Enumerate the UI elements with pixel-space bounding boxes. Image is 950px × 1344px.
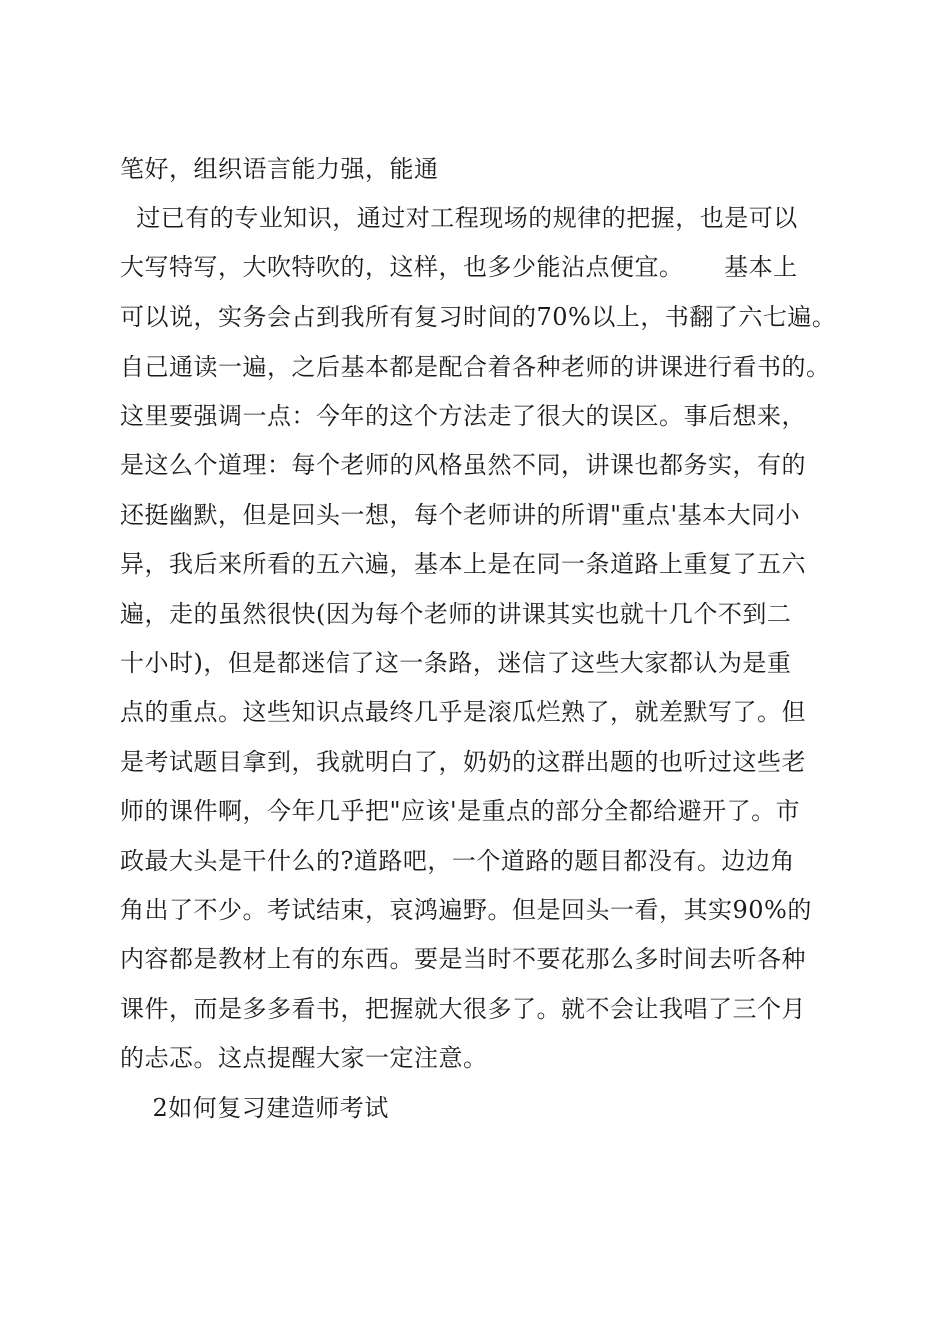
text-line: 十小时)，但是都迷信了这一条路，迷信了这些大家都认为是重: [120, 649, 792, 677]
text-line: 点的重点。这些知识点最终几乎是滚瓜烂熟了，就差默写了。但: [120, 698, 806, 726]
text-line: 师的课件啊，今年几乎把"应该'是重点的部分全都给避开了。市: [120, 797, 801, 825]
text-line: 大写特写，大吹特吹的，这样，也多少能沾点便宜。 基本上: [120, 253, 798, 281]
text-line: 政最大头是干什么的?道路吧，一个道路的题目都没有。边边角: [120, 847, 795, 875]
text-line: 可以说，实务会占到我所有复习时间的70%以上，书翻了六七遍。: [120, 303, 837, 331]
text-line: 过已有的专业知识，通过对工程现场的规律的把握，也是可以: [120, 204, 798, 232]
text-line: 还挺幽默，但是回头一想，每个老师讲的所谓"重点'基本大同小: [120, 501, 801, 529]
text-line: 异，我后来所看的五六遍，基本上是在同一条道路上重复了五六: [120, 550, 806, 578]
text-line: 的忐忑。这点提醒大家一定注意。: [120, 1044, 488, 1072]
text-line: 自己通读一遍，之后基本都是配合着各种老师的讲课进行看书的。: [120, 353, 831, 381]
text-line: 是考试题目拿到，我就明白了，奶奶的这群出题的也听过这些老: [120, 748, 806, 776]
text-line: 遍，走的虽然很快(因为每个老师的讲课其实也就十几个不到二: [120, 600, 792, 628]
text-line: 笔好，组织语言能力强，能通: [120, 155, 439, 183]
text-line: 这里要强调一点：今年的这个方法走了很大的误区。事后想来，: [120, 402, 806, 430]
section-heading: 2如何复习建造师考试: [120, 1094, 389, 1122]
text-line: 是这么个道理：每个老师的风格虽然不同，讲课也都务实，有的: [120, 451, 806, 479]
text-line: 内容都是教材上有的东西。要是当时不要花那么多时间去听各种: [120, 945, 806, 973]
text-line: 角出了不少。考试结束，哀鸿遍野。但是回头一看，其实90%的: [120, 896, 812, 924]
text-line: 课件，而是多多看书，把握就大很多了。就不会让我唱了三个月: [120, 995, 806, 1023]
